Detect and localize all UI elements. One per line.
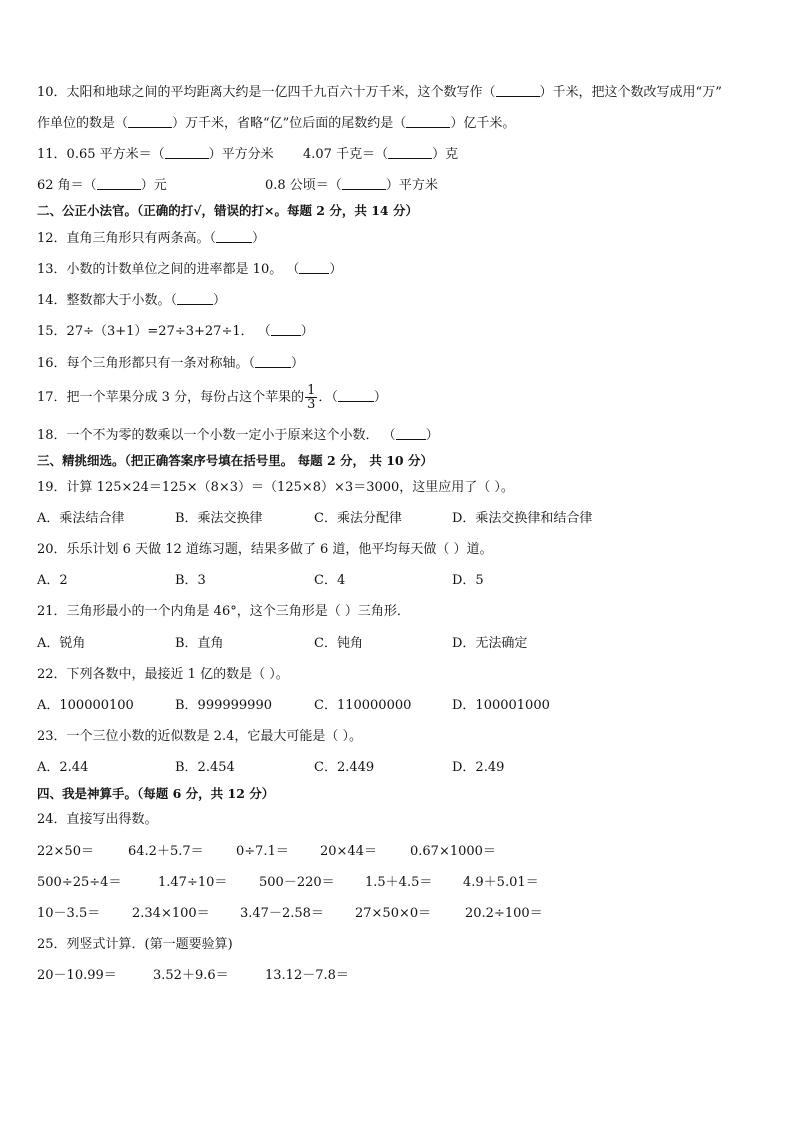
answer-blank[interactable] xyxy=(97,177,141,190)
fraction-numerator: 1 xyxy=(307,383,316,398)
q11-d-text: 0.8 公顷＝（ xyxy=(265,178,342,193)
answer-blank[interactable] xyxy=(271,323,301,336)
question-23: 23．一个三位小数的近似数是 2.4，它最大可能是（ ）。 xyxy=(37,729,362,744)
answer-blank[interactable] xyxy=(338,389,374,402)
answer-blank[interactable] xyxy=(165,146,209,159)
option-b[interactable]: B．3 xyxy=(175,573,206,588)
calc-row-2 xyxy=(37,875,774,891)
question-13 xyxy=(37,261,342,278)
fraction xyxy=(305,384,317,411)
q11-b-unit: ）克 xyxy=(432,147,459,162)
q16-end: ） xyxy=(291,356,305,371)
fraction-denominator: 3 xyxy=(307,397,316,412)
question-14 xyxy=(37,292,226,309)
answer-blank[interactable] xyxy=(496,84,540,97)
option-a[interactable]: A．2 xyxy=(37,573,68,588)
option-b[interactable]: B．乘法交换律 xyxy=(175,511,263,526)
q17-text: 17．把一个苹果分成 3 分，每份占这个苹果的 xyxy=(37,390,305,405)
q17-end: ） xyxy=(373,390,387,405)
question-16 xyxy=(37,355,304,372)
calc-item: 10－3.5＝ xyxy=(37,906,101,921)
q14-text: 14．整数都大于小数。（ xyxy=(37,293,178,308)
answer-blank[interactable] xyxy=(299,261,329,274)
option-c[interactable]: C．2.449 xyxy=(314,760,375,775)
answer-blank[interactable] xyxy=(177,292,213,305)
section-2-title: 二、公正小法官。（正确的打√，错误的打×。每题 2 分，共 14 分） xyxy=(37,203,418,218)
answer-blank[interactable] xyxy=(406,115,450,128)
option-d[interactable]: D．乘法交换律和结合律 xyxy=(452,511,593,526)
column-calc-row xyxy=(37,968,774,984)
q14-end: ） xyxy=(213,293,227,308)
q12-end: ） xyxy=(252,231,266,246)
option-d[interactable]: D．5 xyxy=(452,573,484,588)
option-b[interactable]: B．直角 xyxy=(175,636,224,651)
option-d[interactable]: D．无法确定 xyxy=(452,636,528,651)
question-21: 21．三角形最小的一个内角是 46°，这个三角形是（ ）三角形． xyxy=(37,604,410,619)
question-11-b xyxy=(303,146,458,163)
q10-text-b: ）千米，把这个数改写成用“万” xyxy=(539,85,722,100)
answer-blank[interactable] xyxy=(255,355,291,368)
question-11-a xyxy=(37,146,274,163)
option-b[interactable]: B．2.454 xyxy=(175,760,235,775)
calc-item: 500÷25÷4＝ xyxy=(37,875,122,890)
calc-item: 13.12－7.8＝ xyxy=(265,968,349,983)
calc-item: 0÷7.1＝ xyxy=(236,844,289,859)
q11-b-text: 4.07 千克＝（ xyxy=(303,147,389,162)
q18-text: 18．一个不为零的数乘以一个小数一定小于原来这个小数． （ xyxy=(37,428,396,443)
q15-text: 15．27÷（3+1）=27÷3+27÷1． （ xyxy=(37,324,271,339)
question-17 xyxy=(37,383,387,413)
option-a[interactable]: A．乘法结合律 xyxy=(37,511,125,526)
q16-text: 16．每个三角形都只有一条对称轴。（ xyxy=(37,356,256,371)
q11-a-text: 11．0.65 平方米＝（ xyxy=(37,147,165,162)
q10-text-e: ）亿千米。 xyxy=(450,116,516,131)
q17-mid: ．（ xyxy=(318,390,338,405)
question-25: 25．列竖式计算．(第一题要验算) xyxy=(37,937,233,952)
option-c[interactable]: C．110000000 xyxy=(314,698,412,713)
option-c[interactable]: C．乘法分配律 xyxy=(314,511,402,526)
q13-text: 13．小数的计数单位之间的进率都是 10。 （ xyxy=(37,262,300,277)
calc-item: 3.47－2.58＝ xyxy=(240,906,324,921)
question-18 xyxy=(37,427,439,444)
answer-blank[interactable] xyxy=(342,177,386,190)
calc-item: 20×44＝ xyxy=(320,844,377,859)
q10-text-c: 作单位的数是（ xyxy=(37,116,129,131)
calc-item: 1.47÷10＝ xyxy=(158,875,228,890)
calc-item: 0.67×1000＝ xyxy=(410,844,496,859)
question-11-d xyxy=(265,177,438,194)
calc-item: 2.34×100＝ xyxy=(132,906,210,921)
question-12 xyxy=(37,230,265,247)
option-d[interactable]: D．100001000 xyxy=(452,698,550,713)
option-a[interactable]: A．锐角 xyxy=(37,636,86,651)
option-a[interactable]: A．100000100 xyxy=(37,698,134,713)
q11-a-unit: ）平方分米 xyxy=(208,147,274,162)
q11-c-unit: ）元 xyxy=(140,178,167,193)
question-23-options xyxy=(37,760,774,776)
question-21-options xyxy=(37,636,774,652)
calc-row-1 xyxy=(37,844,774,860)
q11-c-text: 62 角＝（ xyxy=(37,178,97,193)
question-15 xyxy=(37,323,314,340)
calc-item: 27×50×0＝ xyxy=(355,906,432,921)
section-3-title: 三、精挑细选。（把正确答案序号填在括号里。 每题 2 分， 共 10 分） xyxy=(37,453,433,468)
q12-text: 12．直角三角形只有两条高。（ xyxy=(37,231,217,246)
question-10-line1 xyxy=(37,84,722,101)
section-4-title: 四、我是神算手。（每题 6 分，共 12 分） xyxy=(37,786,275,801)
option-a[interactable]: A．2.44 xyxy=(37,760,89,775)
q18-end: ） xyxy=(425,428,439,443)
calc-item: 1.5＋4.5＝ xyxy=(365,875,433,890)
question-19-options xyxy=(37,511,774,527)
answer-blank[interactable] xyxy=(388,146,432,159)
calc-item: 20.2÷100＝ xyxy=(465,906,543,921)
question-20: 20．乐乐计划 6 天做 12 道练习题，结果多做了 6 道，他平均每天做（ ）道。 xyxy=(37,542,493,557)
calc-item: 4.9＋5.01＝ xyxy=(463,875,539,890)
q10-text-d: ）万千米，省略“亿”位后面的尾数约是（ xyxy=(172,116,407,131)
question-22-options xyxy=(37,698,774,714)
question-10-line2 xyxy=(37,115,515,132)
question-20-options xyxy=(37,573,774,589)
option-c[interactable]: C．钝角 xyxy=(314,636,363,651)
calc-row-3 xyxy=(37,906,774,922)
answer-blank[interactable] xyxy=(396,427,426,440)
answer-blank[interactable] xyxy=(128,115,172,128)
q11-d-unit: ）平方米 xyxy=(385,178,438,193)
question-11-c xyxy=(37,177,167,194)
calc-item: 500－220＝ xyxy=(259,875,335,890)
question-22: 22．下列各数中，最接近 1 亿的数是（ ）。 xyxy=(37,667,289,682)
calc-item: 22×50＝ xyxy=(37,844,94,859)
calc-item: 20－10.99＝ xyxy=(37,968,117,983)
q13-end: ） xyxy=(329,262,343,277)
calc-item: 3.52＋9.6＝ xyxy=(153,968,229,983)
calc-item: 64.2＋5.7＝ xyxy=(128,844,204,859)
option-d[interactable]: D．2.49 xyxy=(452,760,505,775)
q15-end: ） xyxy=(300,324,314,339)
option-b[interactable]: B．999999990 xyxy=(175,698,272,713)
question-19: 19．计算 125×24＝125×（8×3）＝（125×8）×3＝3000，这里应用了（ ）。 xyxy=(37,480,514,495)
answer-blank[interactable] xyxy=(216,230,252,243)
question-24: 24．直接写出得数。 xyxy=(37,812,158,827)
q10-text-a: 10．太阳和地球之间的平均距离大约是一亿四千九百六十万千米，这个数写作（ xyxy=(37,85,496,100)
option-c[interactable]: C．4 xyxy=(314,573,346,588)
